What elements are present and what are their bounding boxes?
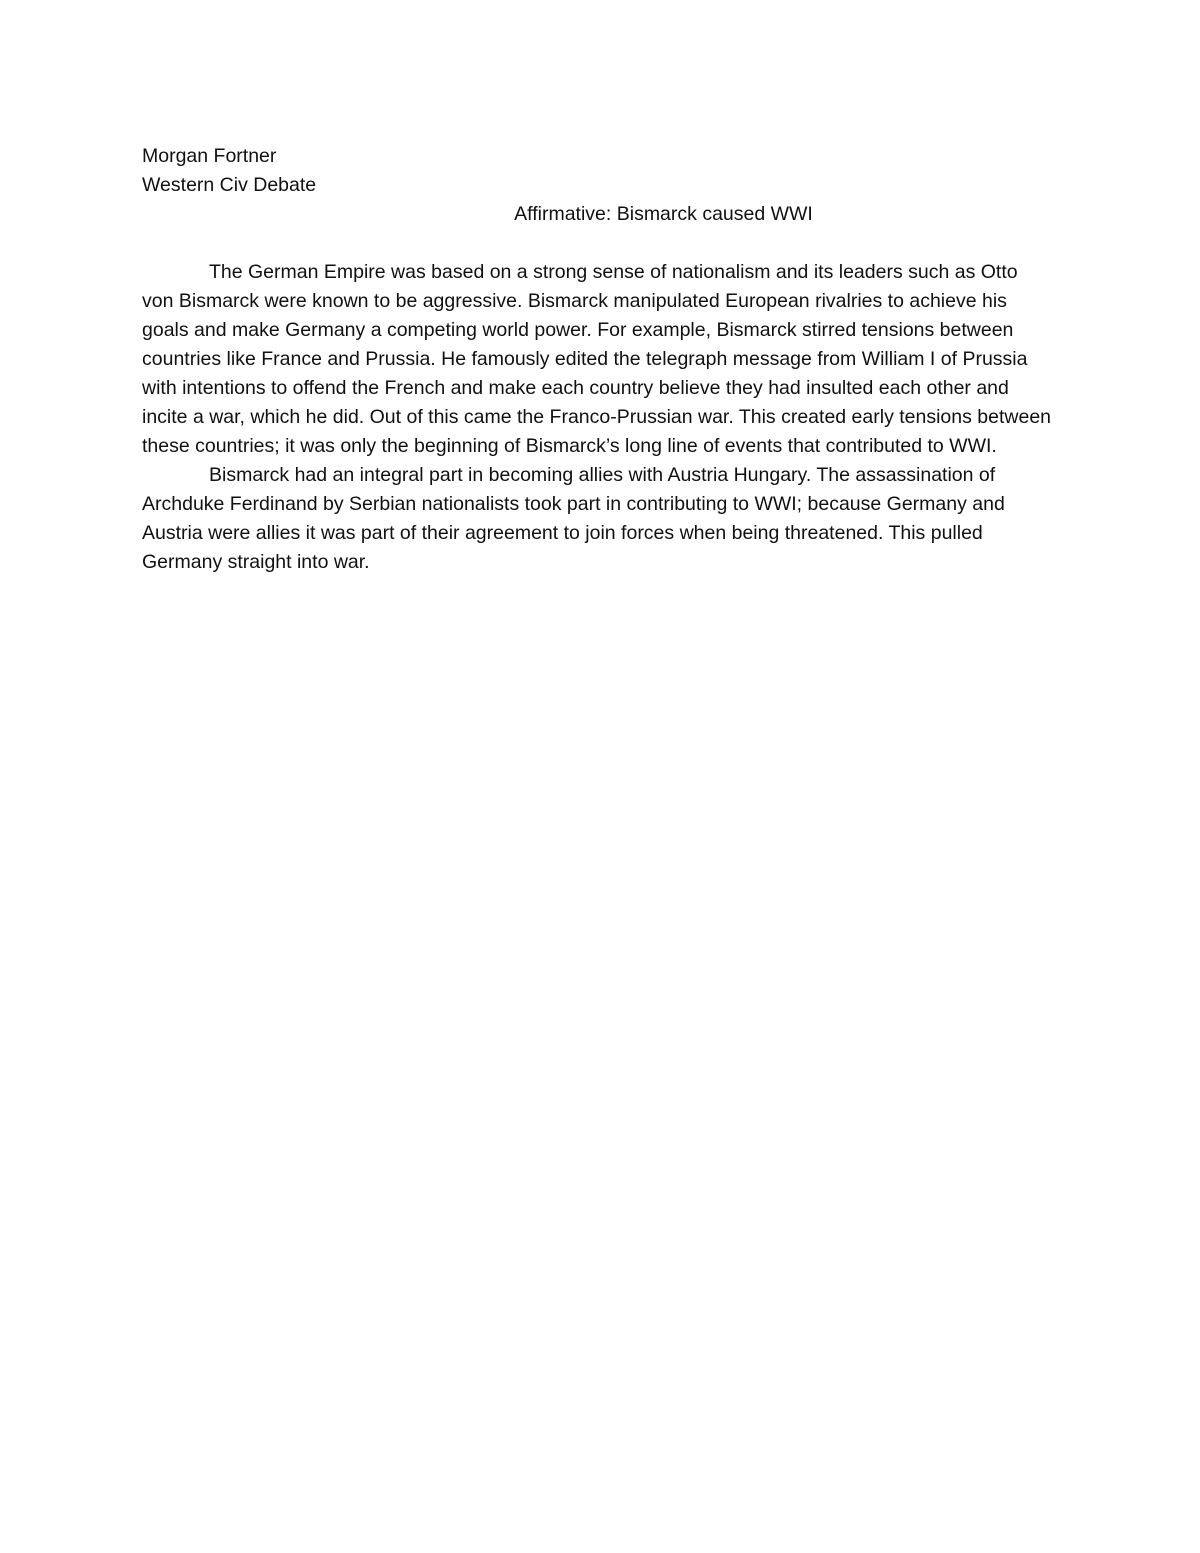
paragraph-2: Bismarck had an integral part in becoming allies with Austria Hungary. The assassination of Archduke Ferdinand by Serbian nationalists took part in contributing to WWI; because Germany and Austria were allies it was part of their agreement to join forces when being threatened. This pulled Germany straight into war. (142, 464, 1005, 573)
document-title: Affirmative: Bismarck caused WWI (514, 203, 813, 225)
author-name: Morgan Fortner (142, 145, 277, 167)
blank-line (142, 229, 1057, 258)
paragraph-1: The German Empire was based on a strong sense of nationalism and its leaders such as Otto von Bismarck were known to be aggressive. Bismarck manipulated European rivalries to achieve his goals and make Germany a competing world power. For example, Bismarck stirred tensions between countries like France and Prussia. He famously edited the telegraph message from William I of Prussia with intentions to offend the French and make each country believe they had insulted each other and incite a war, which he did. Out of this came the Franco-Prussian war. This created early tensions between these countries; it was only the beginning of Bismarck’s long line of events that contributed to WWI. (142, 261, 1052, 457)
course-name: Western Civ Debate (142, 174, 317, 196)
document-body (142, 142, 1057, 577)
